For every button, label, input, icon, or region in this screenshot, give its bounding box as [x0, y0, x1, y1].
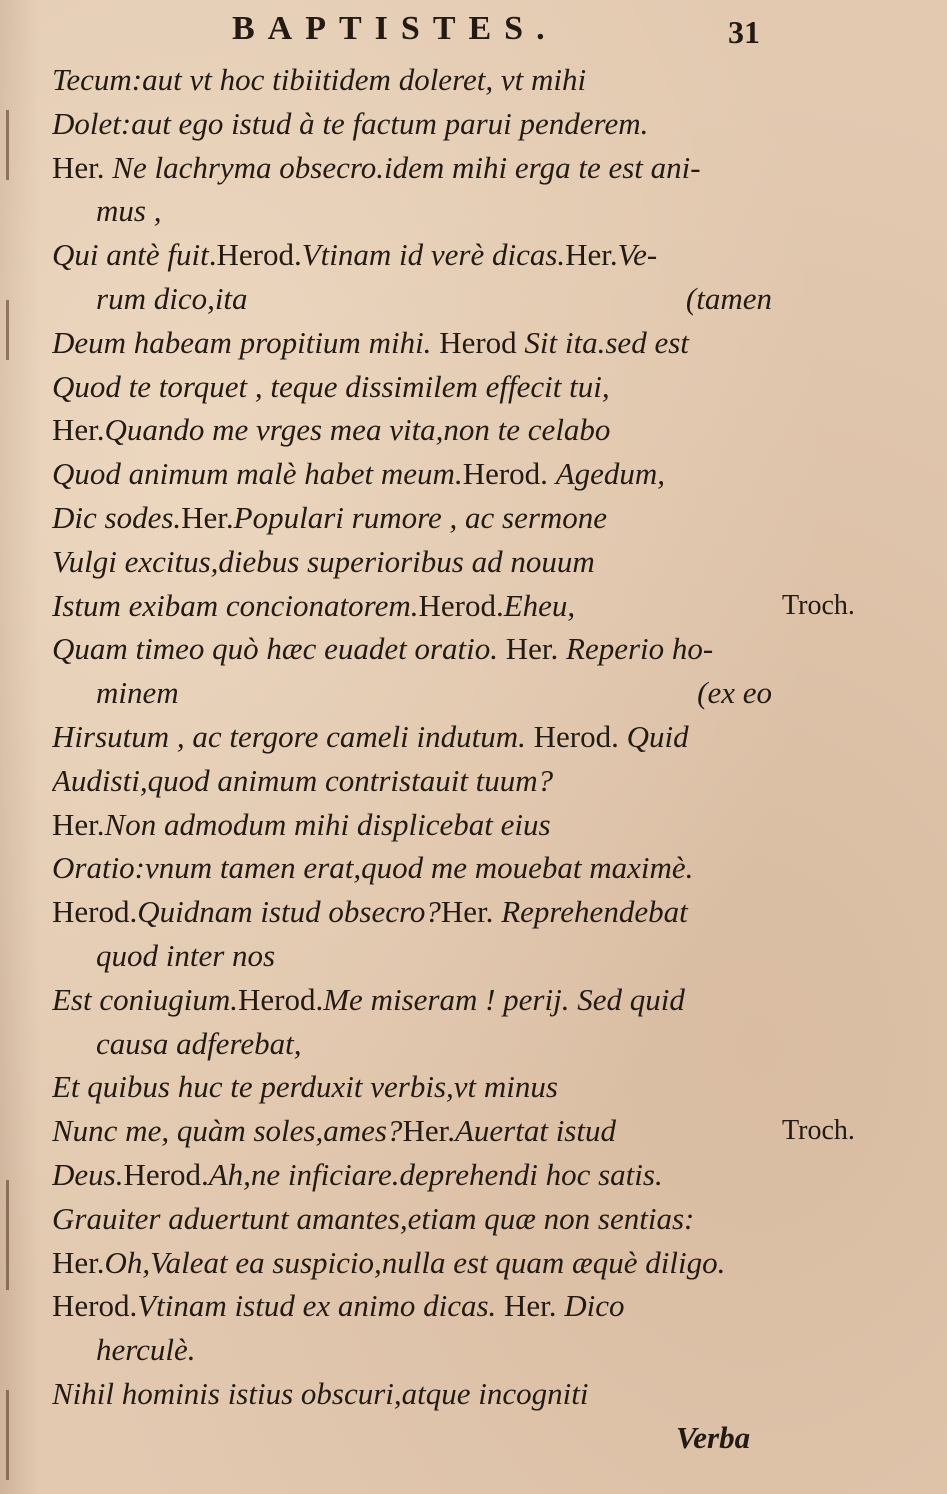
text-line — [52, 321, 782, 365]
verse-text: Sit ita.sed est — [524, 324, 689, 360]
text-line — [96, 1328, 782, 1372]
verse-text: Ne lachryma obsecro.idem mihi erga te est ani- — [112, 149, 701, 185]
text-line — [96, 277, 782, 321]
verse-text: mus , — [96, 193, 162, 229]
page-header — [0, 6, 947, 56]
text-line — [52, 233, 782, 277]
text-line — [96, 1022, 782, 1066]
speaker-label: .Herod. — [208, 237, 302, 273]
verse-text: Auertat istud — [454, 1113, 616, 1149]
page-edge-mark — [6, 300, 9, 360]
verse-text: Non admodum mihi displicebat eius — [104, 806, 551, 842]
verse-text: Oratio:vnum tamen erat,quod me mouebat maximè. — [52, 850, 694, 886]
verse-text: Istum exibam concionatorem. — [52, 587, 419, 623]
speaker-label: Her. — [440, 894, 502, 930]
verse-text: Agedum, — [555, 456, 666, 492]
verse-text: Ah,ne inficiare.deprehendi hoc satis. — [208, 1157, 663, 1192]
speaker-label: Her. — [52, 412, 105, 448]
speaker-label: Herod. — [533, 719, 627, 754]
running-head: BAPTISTES. — [232, 10, 558, 47]
verse-text: Dic sodes. — [52, 500, 182, 535]
marginal-note: Troch. — [782, 589, 855, 621]
verse-text: Deum habeam propitium mihi. — [52, 324, 440, 360]
text-line — [52, 890, 782, 934]
speaker-label: Her. — [52, 149, 113, 185]
verse-text: Reperio ho- — [566, 631, 714, 667]
verse-text: Populari rumore , ac sermone — [233, 500, 608, 535]
turnover-text: (tamen — [685, 281, 772, 316]
text-line — [52, 1372, 782, 1416]
speaker-label: Her. — [52, 1244, 105, 1280]
verse-text: Est coniugium. — [52, 981, 238, 1017]
verse-text: Vulgi excitus,diebus superioribus ad nouum — [52, 543, 595, 579]
text-line — [52, 803, 782, 847]
speaker-label: Herod. — [52, 894, 138, 930]
text-line — [52, 365, 782, 409]
verse-text: Vtinam istud ex animo dicas. — [137, 1288, 505, 1324]
verse-text: Grauiter aduertunt amantes,etiam quæ non sentias: — [52, 1200, 695, 1236]
verse-text: Quam timeo quò hæc euadet oratio. — [52, 631, 506, 667]
verse-text: Et quibus huc te perduxit verbis,vt minus — [52, 1069, 558, 1105]
page-number: 31 — [728, 14, 760, 50]
page-edge-mark — [6, 1390, 9, 1480]
text-line — [52, 978, 782, 1022]
text-line — [52, 540, 782, 584]
speaker-label: Herod. — [238, 981, 324, 1017]
text-line — [52, 1241, 782, 1285]
speaker-label: Herod. — [52, 1288, 138, 1324]
text-line — [52, 102, 782, 146]
text-line — [52, 1109, 782, 1153]
page-edge-mark — [6, 110, 9, 180]
text-line — [52, 452, 782, 496]
text-line — [96, 189, 782, 233]
verse-text: rum dico,ita — [96, 281, 248, 316]
page-edge-mark — [6, 1180, 9, 1290]
verse-text: Dico — [564, 1288, 625, 1324]
catchword: Verba — [676, 1420, 751, 1455]
verse-text: herculè. — [96, 1332, 196, 1368]
speaker-label: Her. — [505, 631, 567, 667]
verse-text: Me miseram ! perij. Sed quid — [323, 981, 685, 1017]
verse-text: Quod animum malè habet meum. — [52, 456, 463, 492]
speaker-label: Her. — [402, 1113, 455, 1149]
verse-text: Tecum:aut vt hoc tibiitidem doleret, vt mihi — [52, 62, 587, 97]
text-line — [52, 1153, 782, 1197]
speaker-label: Herod. — [123, 1157, 209, 1192]
speaker-label: Her. — [565, 237, 618, 273]
verse-text: Eheu, — [503, 587, 576, 623]
text-line — [52, 408, 782, 452]
text-line — [52, 846, 782, 890]
verse-text: Nunc me, quàm soles,ames? — [52, 1113, 403, 1149]
speaker-label: Herod. — [462, 456, 556, 492]
text-line — [52, 1284, 782, 1328]
verse-text: quod inter nos — [96, 938, 276, 973]
text-line — [52, 58, 782, 102]
speaker-label: Her. — [181, 500, 234, 535]
verse-text: Qui antè fuit — [52, 237, 209, 273]
verse-text: Deus. — [52, 1157, 124, 1192]
verse-text: Ve- — [617, 237, 658, 273]
verse-text: Reprehendebat — [501, 894, 688, 930]
text-line — [52, 146, 782, 190]
verse-text: Nihil hominis istius obscuri,atque incogniti — [52, 1376, 589, 1411]
text-line — [52, 627, 782, 671]
verse-text: Oh,Valeat ea suspicio,nulla est quam æquè diligo. — [104, 1244, 726, 1280]
text-line — [52, 496, 782, 540]
text-line — [52, 584, 782, 628]
verse-text: minem — [96, 675, 179, 711]
verse-text: Dolet:aut ego istud à te factum parui penderem. — [52, 105, 649, 141]
turnover-text: (ex eo — [697, 675, 772, 711]
verse-text: Hirsutum , ac tergore cameli indutum. — [52, 719, 534, 754]
verse-text: Quando me vrges mea vita,non te celabo — [104, 412, 611, 448]
text-line — [52, 759, 782, 803]
speaker-label: Her. — [52, 806, 105, 842]
text-line — [52, 1065, 782, 1109]
speaker-label: Her. — [504, 1288, 565, 1324]
verse-text: Quid — [626, 719, 689, 754]
verse-text: causa adferebat, — [96, 1025, 302, 1061]
speaker-label: Herod. — [418, 587, 504, 623]
verse-text: Audisti,quod animum contristauit tuum? — [52, 762, 554, 798]
verse-text: Quod te torquet , teque dissimilem effecit tui, — [52, 368, 610, 404]
text-line — [52, 715, 782, 759]
speaker-label: Herod — [439, 324, 525, 360]
text-line — [52, 1197, 782, 1241]
text-line — [96, 671, 782, 715]
verse-text: Vtinam id verè dicas. — [301, 237, 566, 273]
verse-text: Quidnam istud obsecro? — [137, 894, 441, 930]
text-line — [96, 934, 782, 978]
marginal-note: Troch. — [782, 1115, 855, 1147]
